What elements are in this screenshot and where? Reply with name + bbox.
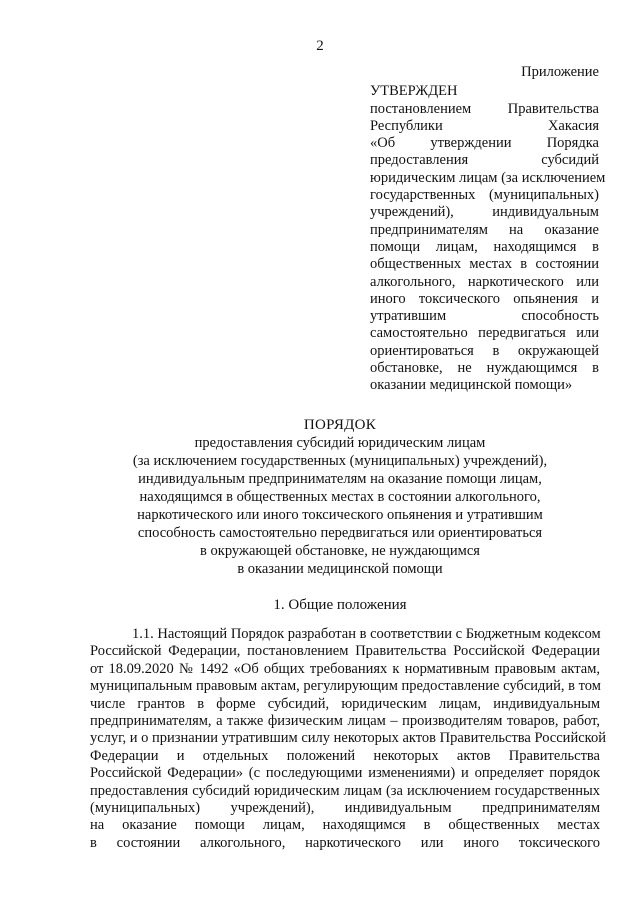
approval-line: «Об утверждении Порядка	[370, 135, 599, 152]
title-line: предоставления субсидий юридическим лицам	[194, 435, 486, 451]
approval-line: помощи лицам, находящимся в	[370, 238, 599, 255]
body-line: Федерации и отдельных положений некоторых актов Правительства	[90, 747, 600, 764]
approval-line: обстановке, не нуждающимся в	[370, 360, 599, 377]
approved-stamp-text: УТВЕРЖДЕН	[370, 83, 458, 100]
title-line: индивидуальным предпринимателям на оказание помощи лицам,	[138, 471, 542, 487]
body-line: числе грантов в форме субсидий, юридическим лицам, индивидуальным	[90, 695, 600, 712]
title-line: находящимся в общественных местах в состоянии алкогольного,	[139, 489, 541, 505]
approval-line: государственных (муниципальных)	[370, 187, 599, 204]
approval-line: предоставления субсидий	[370, 152, 599, 169]
body-line: предоставления субсидий юридическим лицам (за исключением государственных	[90, 782, 600, 799]
document-title: ПОРЯДОК	[303, 417, 377, 433]
body-line: Российской Федерации, постановлением Правительства Российской Федерации	[90, 643, 600, 660]
body-line: от 18.09.2020 № 1492 «Об общих требованиях к нормативным правовым актам,	[90, 660, 600, 677]
section-heading: 1. Общие положения	[273, 597, 407, 613]
approval-line: оказании медицинской помощи»	[370, 377, 573, 394]
approval-reference	[370, 100, 606, 395]
approval-line: постановлением Правительства	[370, 100, 599, 117]
title-line: в окружающей обстановке, не нуждающимся	[200, 543, 480, 559]
body-line: услуг, и о признании утратившим силу некоторых актов Правительства Российской	[90, 730, 606, 747]
approval-line: утратившим способность	[370, 308, 599, 325]
body-paragraph	[90, 626, 606, 852]
page-number: 2	[316, 38, 324, 54]
body-line: Российской Федерации» (с последующими изменениями) и определяет порядок	[90, 765, 600, 782]
body-line: в состоянии алкогольного, наркотического или иного токсического	[90, 834, 600, 851]
approval-line: самостоятельно передвигаться или	[370, 325, 599, 342]
title-line: способность самостоятельно передвигаться или ориентироваться	[137, 525, 543, 541]
approval-line: общественных местах в состоянии	[370, 256, 599, 273]
document-title-block	[90, 416, 590, 578]
title-line: в оказании медицинской помощи	[237, 561, 443, 577]
approval-line: юридическим лицам (за исключением	[370, 169, 606, 186]
body-line: на оказание помощи лицам, находящимся в общественных местах	[90, 817, 600, 834]
approval-line: иного токсического опьянения и	[370, 290, 599, 307]
approval-line: Республики Хакасия	[370, 117, 599, 134]
body-line: 1.1. Настоящий Порядок разработан в соответствии с Бюджетным кодексом	[132, 626, 601, 642]
title-line: (за исключением государственных (муниципальных) учреждений),	[132, 453, 548, 469]
approval-line: предпринимателям на оказание	[370, 221, 599, 238]
body-line: муниципальным правовым актам, регулирующим предоставление субсидий, в том	[90, 678, 601, 695]
approval-line: учреждений), индивидуальным	[370, 204, 599, 221]
title-line: наркотического или иного токсического опьянения и утратившим	[137, 507, 543, 523]
approval-line: ориентироваться в окружающей	[370, 342, 599, 359]
appendix-block	[370, 64, 606, 395]
body-line: (муниципальных) учреждений), индивидуальным предпринимателям	[90, 800, 600, 817]
body-line: предпринимателям, а также физическим лицам – производителям товаров, работ,	[90, 713, 600, 730]
appendix-label: Приложение	[521, 64, 599, 80]
approval-line: алкогольного, наркотического или	[370, 273, 599, 290]
